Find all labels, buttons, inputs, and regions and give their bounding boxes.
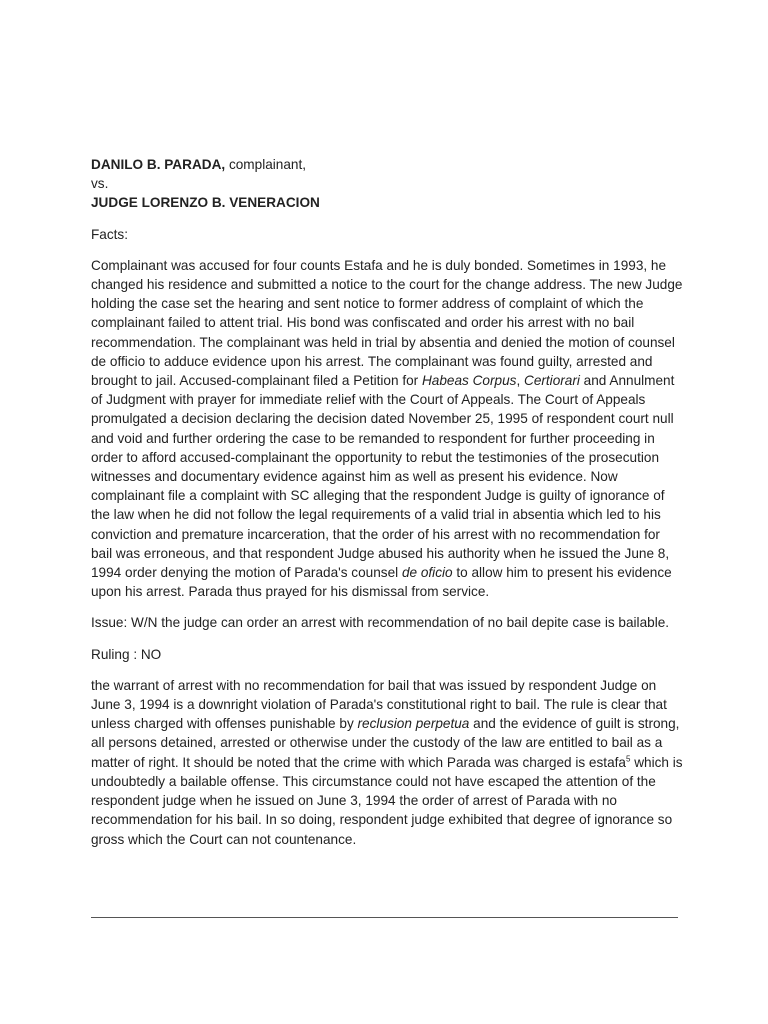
complainant-line: [91, 155, 683, 174]
certiorari-term: Certiorari: [524, 373, 580, 389]
ruling-paragraph: [91, 676, 683, 849]
facts-heading: Facts:: [91, 226, 129, 242]
facts-comma: ,: [516, 373, 524, 389]
facts-text-2: and Annulment of Judgment with prayer for immediate relief with the Court of Appeals. The Court of Appeals promulgated a decision declaring the decision dated November 25, 1995 of respondent court null and void and further ordering the case to be remanded to respondent for further proceeding in order to afford accused-complainant the opportunity to rebut the testimonies of the prosecution witnesses and documentary evidence against him as well as present his evidence. Now complainant file a complaint with SC alleging that the respondent Judge is guilty of ignorance of the law when he did not follow the legal requirements of a valid trial in absentia which led to his conviction and premature incarceration, that the order of his arrest with no recommendation for bail was erroneous, and that respondent Judge abused his authority when he issued the June 8, 1994 order denying the motion of Parada's counsel: [91, 373, 675, 581]
footnote-marker[interactable]: 5: [625, 754, 631, 764]
complainant-name: DANILO B. PARADA,: [91, 157, 226, 172]
de-oficio-term: de oficio: [401, 565, 453, 581]
habeas-corpus-term: Habeas Corpus: [421, 373, 517, 389]
versus-label: vs.: [91, 176, 109, 192]
facts-text-1: Complainant was accused for four counts Estafa and he is duly bonded. Sometimes in 1993, he changed his residence and submitted a notice to the court for the change address. The new Judge holding the case set the hearing and sent notice to former address of complaint of which the complainant failed to attent trial. His bond was confiscated and order his arrest with no bail recommendation. The complainant was held in trial by absentia and denied the motion of counsel de officio to adduce evidence upon his arrest. The complainant was found guilty, arrested and brought to jail. Accused-complainant filed a Petition for: [91, 257, 683, 389]
respondent-line: [91, 193, 683, 212]
respondent-name: JUDGE LORENZO B. VENERACION: [91, 195, 320, 211]
reclusion-perpetua-term: reclusion perpetua: [357, 716, 470, 732]
facts-text-3: to allow him to present his evidence upon his arrest. Parada thus prayed for his dismissal from service.: [91, 565, 672, 600]
issue-paragraph: Issue: W/N the judge can order an arrest with recommendation of no bail depite case is bailable.: [91, 615, 670, 631]
ruling-text-1: the warrant of arrest with no recommendation for bail that was issued by respondent Judge on June 3, 1994 is a downright violation of Parada's constitutional right to bail. The rule is clear that unless charged with offenses punishable by: [91, 677, 667, 732]
case-digest: [91, 155, 683, 849]
footnote-divider: [91, 917, 678, 918]
complainant-role: complainant,: [225, 157, 307, 172]
ruling-heading: Ruling : NO: [91, 646, 162, 662]
ruling-text-3: which is undoubtedly a bailable offense. This circumstance could not have escaped the attention of the respondent judge when he issued on June 3, 1994 the order of arrest of Parada with no recommendation for his bail. In so doing, respondent judge exhibited that degree of ignorance so gross which the Court can not countenance.: [91, 754, 683, 847]
facts-paragraph: [91, 256, 683, 602]
ruling-text-2: and the evidence of guilt is strong, all persons detained, arrested or otherwise under the custody of the law are entitled to bail as a matter of right. It should be noted that the crime with which Parada was charged is estafa: [91, 716, 680, 770]
